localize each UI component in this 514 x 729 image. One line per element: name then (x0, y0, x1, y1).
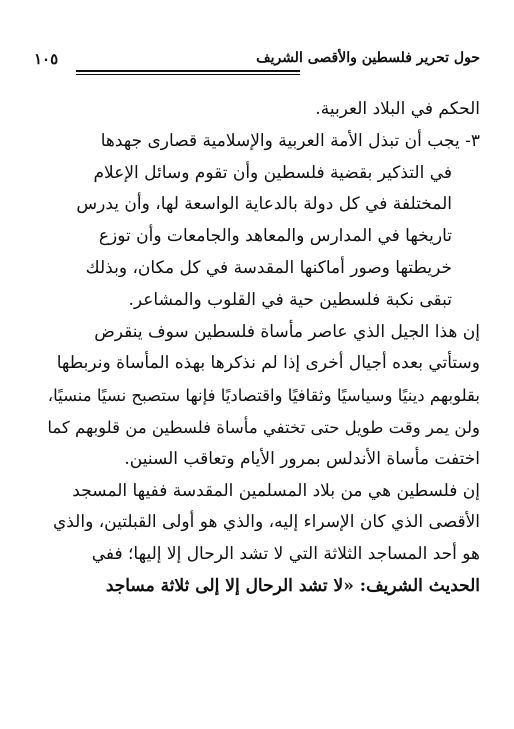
header-rule (76, 70, 300, 75)
paragraph-line: اختفت مأساة الأندلس بمرور الأيام وتعاقب السنين. (124, 448, 480, 469)
list-item-3-line: خريطتها وصور أماكنها المقدسة في كل مكان، وبذلك (85, 257, 452, 278)
list-item-3-line: في التذكير بقضية فلسطين وأن تقوم وسائل الإعلام (93, 162, 452, 183)
paragraph-line: بقلوبهم دينيًا وسياسيًا وثقافيًا واقتصاديًا فإنها ستصبح نسيًا منسيًا، (47, 386, 480, 406)
list-item-3-line: تاريخها في المدارس والمعاهد والجامعات وأن توزع (98, 226, 452, 247)
running-title: حول تحرير فلسطين والأقصى الشريف (256, 50, 480, 66)
paragraph-line: وستأتي بعده أجيال أخرى إذا لم نذكرها بهذه المأساة ونربطها (56, 353, 480, 374)
paragraph-line: الأقصى الذي كان الإسراء إليه، والذي هو أولى القبلتين، والذي (52, 512, 480, 533)
page-header (34, 50, 480, 80)
body-text (36, 94, 480, 603)
text-line: الحكم في البلاد العربية. (315, 99, 480, 119)
paragraph-line: إن هذا الجيل الذي عاصر مأساة فلسطين سوف ينقرض (94, 321, 480, 342)
list-item-3-line: تبقى نكبة فلسطين حية في القلوب والمشاعر. (128, 289, 452, 310)
hadith-quote-line: الحديث الشريف: «لا تشد الرحال إلا إلى ثلاثة مساجد (105, 575, 480, 596)
list-item-3-line: ٣- يجب أن تبذل الأمة العربية والإسلامية قصارى جهدها (100, 130, 480, 151)
paragraph-line: ولن يمر وقت طويل حتى تختفي مأساة فلسطين من قلوبهم كما (47, 417, 480, 437)
paragraph-line: هو أحد المساجد الثلاثة التي لا تشد الرحال إلا إليها؛ ففي (91, 544, 480, 565)
page-number: ١٠٥ (34, 50, 59, 68)
list-item-3-line: المختلفة في كل دولة بالدعاية الواسعة لها، وأن يدرس (76, 194, 452, 215)
paragraph-line: إن فلسطين هي من بلاد المسلمين المقدسة ففيها المسجد (72, 480, 480, 501)
